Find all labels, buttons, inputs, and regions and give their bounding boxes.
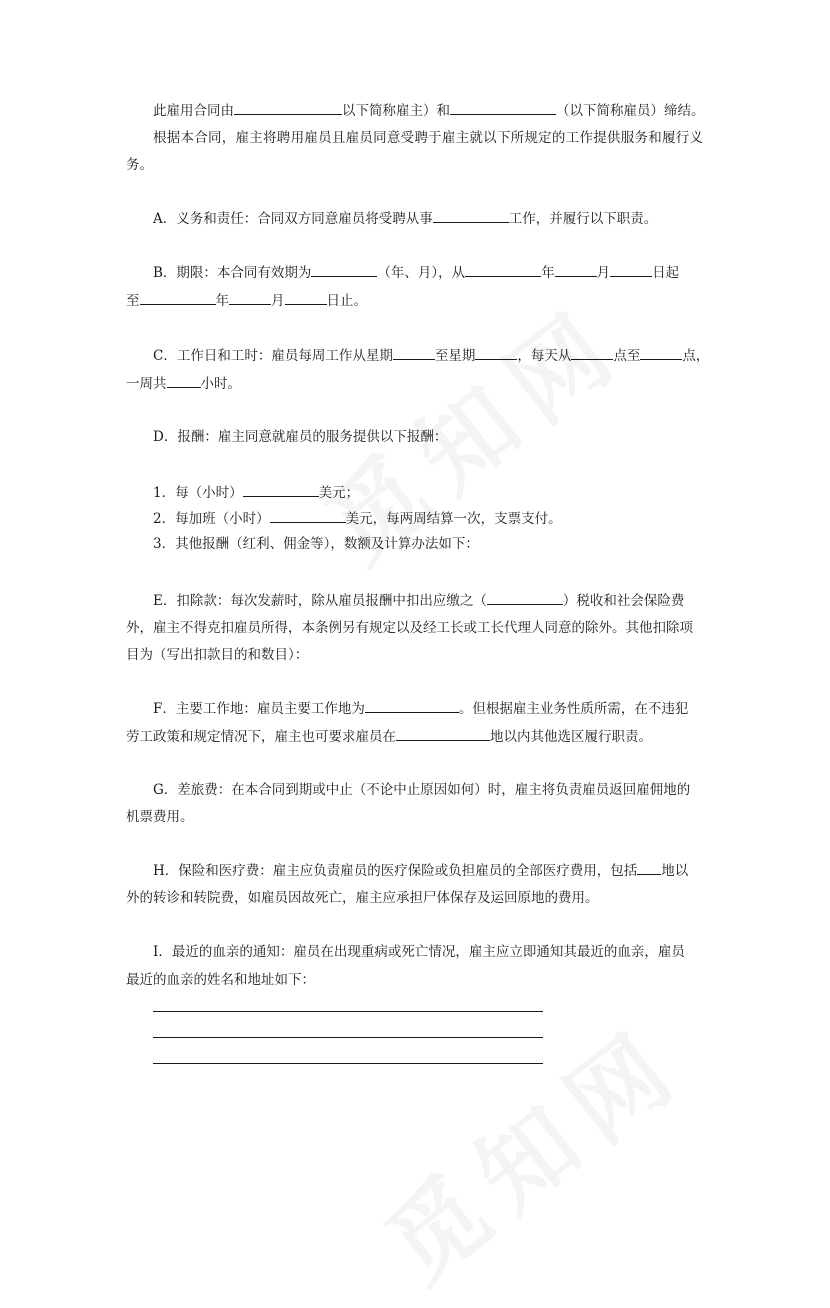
region-blank[interactable] — [396, 726, 490, 741]
clause-c-line1 — [153, 345, 733, 366]
clause-b-line1 — [153, 262, 733, 283]
location-blank[interactable] — [637, 860, 661, 875]
clause-h-line2: 外的转诊和转院费，如雇员因故死亡，雇主应承担尸体保存及运回原地的费用。 — [126, 890, 599, 906]
next-of-kin-line-1[interactable] — [153, 1011, 543, 1012]
employee-name-blank[interactable] — [450, 100, 556, 115]
weekday-from-blank[interactable] — [393, 345, 435, 360]
text: 美元，每两周结算一次，支票支付。 — [345, 511, 562, 527]
overtime-rate-blank[interactable] — [270, 508, 346, 523]
text: 至 — [126, 293, 140, 309]
clause-h-line1 — [153, 860, 733, 881]
clause-e-line2: 外，雇主不得克扣雇员所得，本条例另有规定以及经工长或工长代理人同意的除外。其他扣除项 — [126, 620, 693, 636]
end-day-blank[interactable] — [285, 290, 327, 305]
job-title-blank[interactable] — [433, 208, 509, 223]
text: （年、月），从 — [377, 265, 466, 281]
text: C．工作日和工时：雇员每周工作从星期 — [153, 348, 393, 364]
text: 日起 — [652, 265, 680, 281]
text: 。但根据雇主业务性质所需，在不违犯 — [458, 701, 689, 717]
start-month-blank[interactable] — [555, 262, 597, 277]
text: F．主要工作地：雇员主要工作地为 — [153, 701, 365, 717]
intro-paragraph-line: 根据本合同，雇主将聘用雇员且雇员同意受聘于雇主就以下所规定的工作提供服务和履行义 — [153, 130, 703, 146]
text: 一周共 — [126, 376, 167, 392]
text: H．保险和医疗费：雇主应负责雇员的医疗保险或负担雇员的全部医疗费用，包括 — [153, 863, 638, 879]
clause-b-line2 — [126, 290, 706, 311]
employer-name-blank[interactable] — [234, 100, 342, 115]
text: 2．每加班（小时） — [153, 511, 270, 527]
clause-d-item3: 3．其他报酬（红利、佣金等），数额及计算办法如下： — [153, 536, 479, 552]
text: 日止。 — [326, 293, 367, 309]
start-day-blank[interactable] — [610, 262, 652, 277]
text: ）税收和社会保险费 — [562, 593, 685, 609]
clause-e-line3: 目为（写出扣款目的和数目）： — [126, 647, 309, 663]
text: A．义务和责任：合同双方同意雇员将受聘从事 — [153, 211, 433, 227]
intro-paragraph-line: 务。 — [126, 157, 153, 173]
text: 1．每（小时） — [153, 485, 243, 501]
text: 点至 — [613, 348, 641, 364]
text: 以下简称雇主）和 — [342, 103, 450, 119]
end-year-blank[interactable] — [140, 290, 216, 305]
text: E．扣除款：每次发薪时，除从雇员报酬中扣出应缴之（ — [153, 593, 487, 609]
hourly-rate-blank[interactable] — [243, 482, 319, 497]
text: 地以 — [661, 863, 689, 879]
text: 至星期 — [434, 348, 476, 364]
clause-i-line2: 最近的血亲的姓名和地址如下： — [126, 972, 315, 988]
next-of-kin-line-2[interactable] — [153, 1037, 543, 1038]
clause-d-title: D．报酬：雇主同意就雇员的服务提供以下报酬： — [153, 429, 448, 445]
clause-d-item2 — [153, 508, 733, 529]
term-length-blank[interactable] — [311, 262, 377, 277]
clause-e-line1 — [153, 590, 733, 611]
clause-g-line1: G．差旅费：在本合同到期或中止（不论中止原因如何）时，雇主将负责雇员返回雇佣地的 — [153, 782, 691, 798]
text: 月 — [596, 265, 611, 281]
next-of-kin-line-3[interactable] — [153, 1063, 543, 1064]
text: ，每天从 — [517, 348, 572, 364]
clause-c-line2 — [126, 373, 706, 394]
start-year-blank[interactable] — [465, 262, 541, 277]
text: 劳工政策和规定情况下，雇主也可要求雇员在 — [126, 729, 396, 745]
text: 月 — [271, 293, 285, 309]
text: 点， — [682, 348, 710, 364]
workplace-blank[interactable] — [365, 698, 459, 713]
hour-from-blank[interactable] — [571, 345, 613, 360]
clause-a — [153, 208, 733, 229]
text: 年 — [215, 293, 229, 309]
clause-g-line2: 机票费用。 — [126, 809, 194, 825]
tax-type-blank[interactable] — [487, 590, 563, 605]
text: 年 — [541, 265, 555, 281]
text: 此雇用合同由 — [153, 103, 234, 119]
text: 小时。 — [200, 376, 241, 392]
text: 地以内其他选区履行职责。 — [490, 729, 652, 745]
text: 工作，并履行以下职责。 — [508, 211, 658, 227]
intro-paragraph-line — [153, 100, 733, 121]
hour-to-blank[interactable] — [640, 345, 682, 360]
weekday-to-blank[interactable] — [475, 345, 517, 360]
weekly-hours-blank[interactable] — [167, 373, 201, 388]
text: 美元； — [318, 485, 360, 501]
clause-i-line1: I．最近的血亲的通知：雇员在出现重病或死亡情况，雇主应立即通知其最近的血亲，雇员 — [153, 944, 685, 960]
end-month-blank[interactable] — [229, 290, 271, 305]
clause-d-item1 — [153, 482, 733, 503]
text: （以下简称雇员）缔结。 — [556, 103, 705, 119]
text: B．期限：本合同有效期为 — [153, 265, 312, 281]
clause-f-line2 — [126, 726, 706, 747]
clause-f-line1 — [153, 698, 733, 719]
